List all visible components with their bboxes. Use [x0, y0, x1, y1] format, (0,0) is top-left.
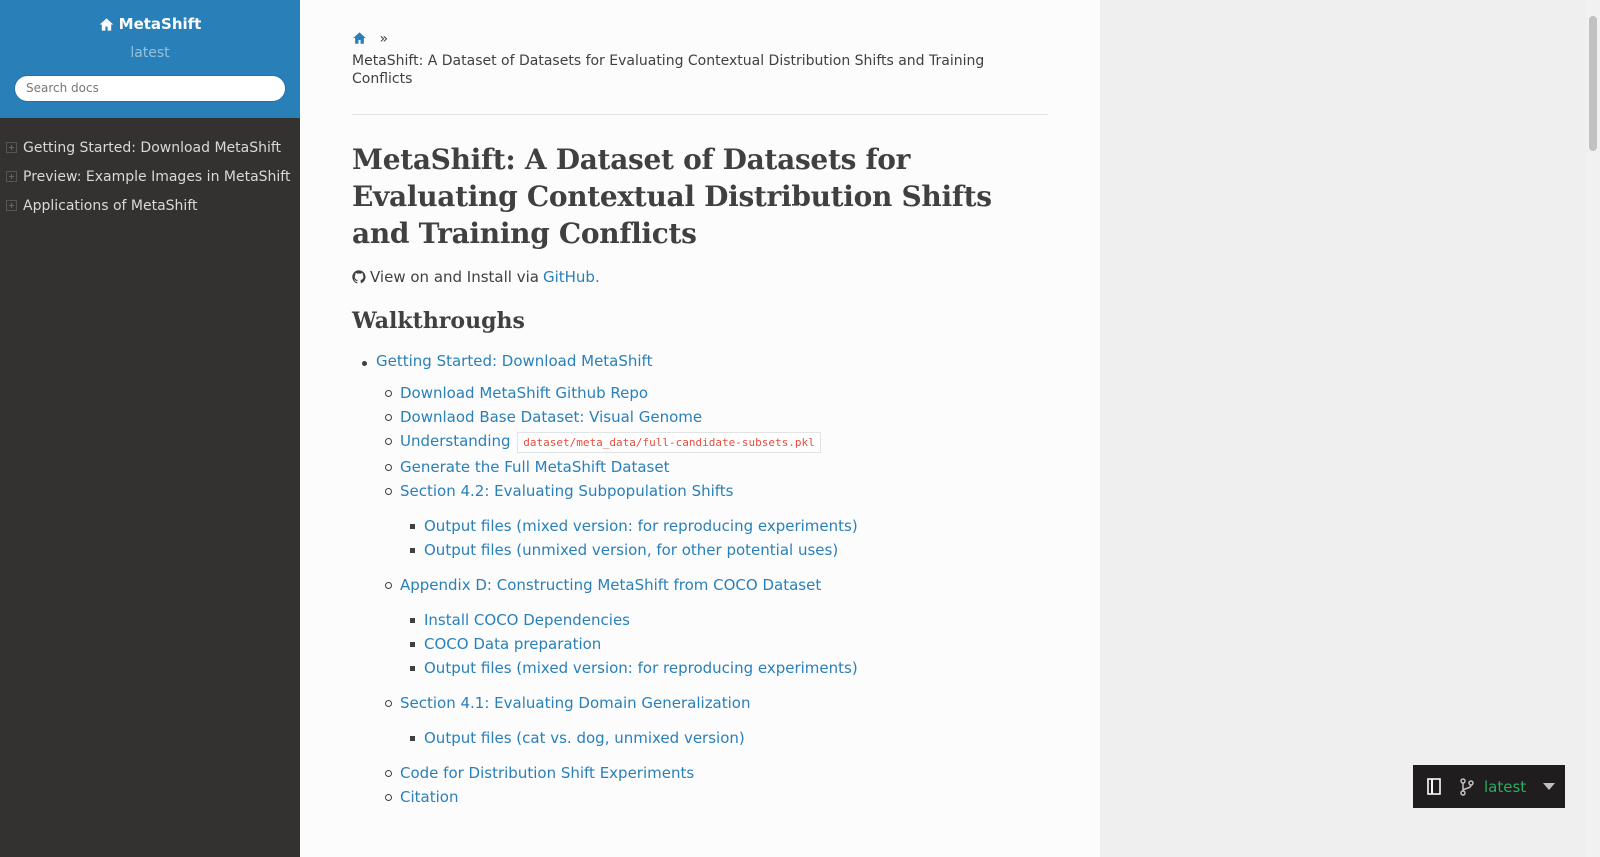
scrollbar[interactable]	[1586, 0, 1600, 857]
sidebar-item-applications[interactable]	[0, 191, 300, 220]
version-switcher[interactable]	[1413, 765, 1565, 808]
toc-link-appendix-d[interactable]: Appendix D: Constructing MetaShift from COCO Dataset	[400, 576, 822, 594]
version-badge-label: latest	[1484, 777, 1527, 796]
github-prefix-text: View on and Install via	[370, 268, 539, 286]
toc-sublist	[376, 381, 1048, 809]
toc-link-base-dataset[interactable]: Downlaod Base Dataset: Visual Genome	[400, 408, 703, 426]
toc-link-citation[interactable]: Citation	[400, 788, 459, 806]
list-item	[400, 608, 1048, 632]
list-item	[400, 538, 1048, 562]
sidebar-item-label: Applications of MetaShift	[23, 197, 198, 214]
sidebar-header	[0, 0, 300, 118]
sidebar	[0, 0, 300, 857]
book-icon	[1427, 778, 1441, 795]
toc-list	[352, 352, 1048, 809]
toc-link-output-mixed[interactable]: Output files (mixed version: for reproducing experiments)	[424, 517, 858, 535]
expand-icon[interactable]	[6, 142, 17, 153]
toc-link-download-repo[interactable]: Download MetaShift Github Repo	[400, 384, 649, 402]
list-item	[376, 785, 1048, 809]
search-input[interactable]	[14, 75, 286, 102]
list-item	[376, 381, 1048, 405]
section-heading: Walkthroughs	[352, 308, 525, 334]
toc-link-install-coco[interactable]: Install COCO Dependencies	[424, 611, 631, 629]
sidebar-item-getting-started[interactable]	[0, 133, 300, 162]
toc-sublist	[400, 726, 1048, 750]
page-title: MetaShift: A Dataset of Datasets for Evaluating Contextual Distribution Shifts and Training Conflicts	[352, 143, 992, 250]
toc-link-coco-output-mixed[interactable]: Output files (mixed version: for reproducing experiments)	[424, 659, 858, 677]
sidebar-item-label: Preview: Example Images in MetaShift	[23, 168, 291, 185]
home-icon[interactable]	[352, 31, 367, 45]
expand-icon[interactable]	[6, 200, 17, 211]
list-item	[400, 726, 1048, 750]
toc-link-cat-dog-output[interactable]: Output files (cat vs. dog, unmixed version)	[424, 729, 745, 747]
list-item	[400, 632, 1048, 656]
toc-link-label: Understanding	[400, 432, 511, 450]
version-label: latest	[130, 44, 170, 61]
list-item	[400, 514, 1048, 538]
toc-sublist	[400, 514, 1048, 562]
caret-down-icon	[1543, 783, 1555, 791]
list-item	[376, 691, 1048, 750]
toc-link-understanding[interactable]	[400, 432, 821, 450]
sidebar-nav	[0, 118, 300, 220]
list-item	[376, 405, 1048, 429]
home-icon	[99, 17, 114, 32]
list-item	[376, 761, 1048, 785]
toc-sublist	[400, 608, 1048, 680]
list-item	[376, 455, 1048, 479]
github-line	[352, 268, 1048, 286]
toc-link-generate[interactable]: Generate the Full MetaShift Dataset	[400, 458, 670, 476]
list-item	[376, 429, 1048, 455]
toc-link-output-unmixed[interactable]: Output files (unmixed version, for other potential uses)	[424, 541, 839, 559]
breadcrumb-separator: »	[379, 31, 389, 47]
list-item	[400, 656, 1048, 680]
sidebar-item-label: Getting Started: Download MetaShift	[23, 139, 282, 156]
toc-link-code-experiments[interactable]: Code for Distribution Shift Experiments	[400, 764, 695, 782]
page-background	[1100, 0, 1600, 857]
list-item	[376, 573, 1048, 680]
sidebar-item-preview[interactable]	[0, 162, 300, 191]
breadcrumb-current: MetaShift: A Dataset of Datasets for Evaluating Contextual Distribution Shifts and Training Conflicts	[352, 53, 985, 87]
breadcrumb	[352, 30, 1048, 115]
github-icon	[352, 270, 366, 284]
git-branch-icon	[1459, 778, 1475, 796]
toc-link-getting-started[interactable]: Getting Started: Download MetaShift	[376, 352, 653, 370]
project-home-link[interactable]	[99, 15, 202, 33]
main-content	[300, 0, 1100, 857]
list-item	[376, 479, 1048, 562]
expand-icon[interactable]	[6, 171, 17, 182]
toc-link-section-4-2[interactable]: Section 4.2: Evaluating Subpopulation Shifts	[400, 482, 734, 500]
list-item	[352, 352, 1048, 809]
code-literal: dataset/meta_data/full-candidate-subsets.pkl	[517, 432, 820, 453]
github-link[interactable]: GitHub.	[542, 268, 600, 286]
toc-link-section-4-1[interactable]: Section 4.1: Evaluating Domain Generalization	[400, 694, 751, 712]
project-name: MetaShift	[118, 15, 202, 33]
toc-link-coco-prep[interactable]: COCO Data preparation	[424, 635, 602, 653]
scrollbar-thumb[interactable]	[1589, 16, 1597, 151]
